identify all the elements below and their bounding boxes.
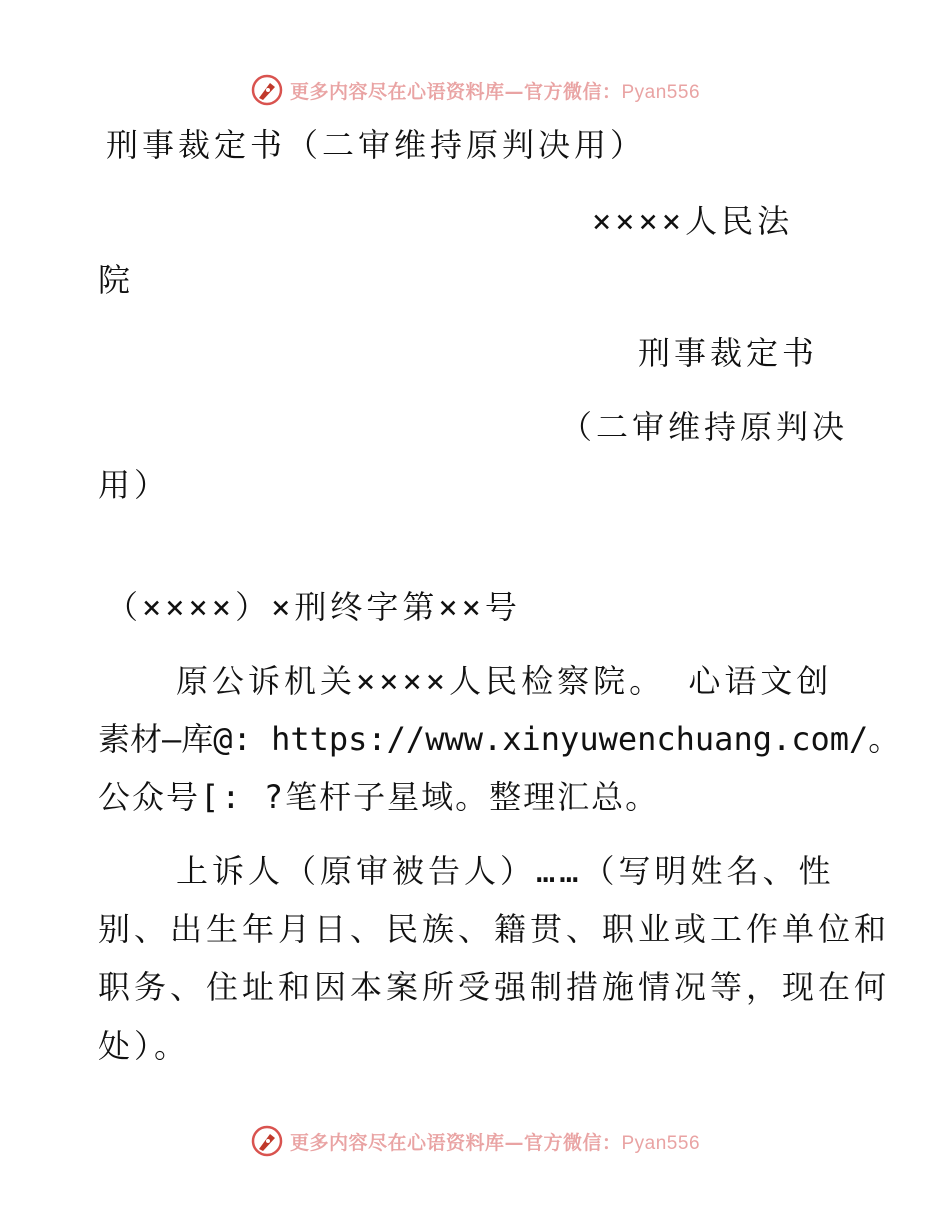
watermark-text: 更多内容尽在心语资料库—官方微信：	[289, 1131, 622, 1154]
pen-nib-circle-icon	[250, 73, 284, 107]
pen-nib-circle-icon	[250, 1124, 284, 1158]
document-title: 刑事裁定书	[638, 334, 819, 372]
court-name-line-2: 院	[98, 261, 131, 299]
paragraph-1-line-3: 公众号[: ?笔杆子星域。整理汇总。	[98, 778, 660, 816]
case-number: （××××）×刑终字第××号	[106, 588, 521, 626]
document-subtitle-line-2: 用）	[98, 466, 171, 504]
paragraph-2-line-2: 别、出生年月日、民族、籍贯、职业或工作单位和	[98, 910, 891, 948]
document-heading: 刑事裁定书（二审维持原判决用）	[106, 126, 647, 164]
paragraph-2-line-4: 处）。	[98, 1027, 191, 1065]
document-subtitle-line-1: （二审维持原判决	[560, 408, 849, 446]
watermark-id: Pyan556	[621, 1132, 701, 1154]
header-watermark	[0, 70, 950, 110]
paragraph-1-line-1: 原公诉机关××××人民检察院。 心语文创	[176, 662, 833, 700]
watermark-text: 更多内容尽在心语资料库—官方微信：	[289, 80, 622, 103]
paragraph-2-line-1: 上诉人（原审被告人）……（写明姓名、性	[176, 852, 835, 890]
footer-watermark	[0, 1121, 950, 1161]
paragraph-2-line-3: 职务、住址和因本案所受强制措施情况等，现在何	[98, 968, 891, 1006]
watermark-id: Pyan556	[621, 81, 701, 103]
court-name-line-1: ××××人民法	[592, 202, 794, 240]
paragraph-1-line-2: 素材—库@: https://www.xinyuwenchuang.com/。	[98, 720, 901, 758]
